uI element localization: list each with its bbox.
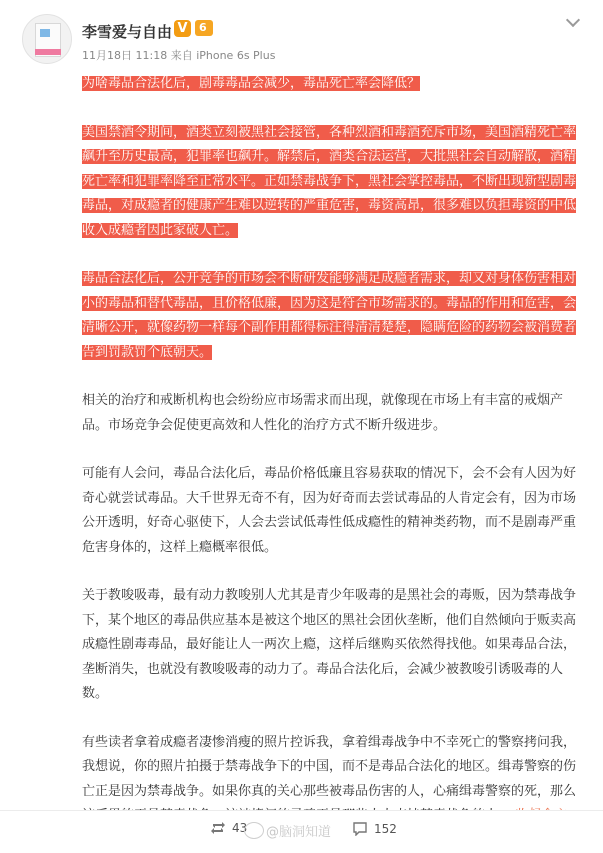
paragraph-curiosity: 可能有人会问，毒品合法化后，毒品价格低廉且容易获取的情况下，会不会有人因为好奇心就尝试毒品。大千世界无奇不有，因为好奇而去尝试毒品的人肯定会有，因为市场公开透明，好奇心驱使下，人会去尝试低毒性低成瘾性的精神类药物，而不是剧毒严重危害身体的，这样上瘾概率很低。 xyxy=(82,462,578,560)
repost-button[interactable] xyxy=(210,821,247,835)
weibo-logo-icon xyxy=(244,822,264,839)
vip-level-icon: 6 xyxy=(195,20,215,37)
highlighted-paragraph-prohibition: 美国禁酒令期间，酒类立刻被黑社会接管，各种烈酒和毒酒充斥市场，美国酒精死亡率飙升至历史最高，犯罪率也飙升。解禁后，酒类合法运营，大批黑社会自动解散，酒精死亡率和犯罪率降至正常水平。正如禁毒战争下，黑社会掌控毒品，不断出现新型剧毒毒品，对成瘾者的健康产生难以逆转的严重危害，毒资高昂，很多难以负担毒资的中低收入成瘾者因此家破人亡。 xyxy=(82,121,578,244)
comment-button[interactable] xyxy=(352,821,397,836)
username[interactable]: 李雪爱与自由 xyxy=(82,21,172,42)
highlighted-paragraph-legalization: 毒品合法化后，公开竞争的市场会不断研发能够满足成瘾者需求，却又对身体伤害相对小的毒品和替代毒品，且价格低廉，因为这是符合市场需求的。毒品的作用和危害，会清晰公开，就像药物一样每个副作用都得标注得清清楚楚，隐瞒危险的药物会被消费者告到罚款罚个底朝天。 xyxy=(82,267,578,365)
paragraph-inducement: 关于教唆吸毒，最有动力教唆别人尤其是青少年吸毒的是黑社会的毒贩，因为禁毒战争下，某个地区的毒品供应基本是被这个地区的黑社会团伙垄断，他们自然倾向于贩卖高成瘾性剧毒毒品，最好能让人一两次上瘾，这样后继购买依然得找他。如果毒品合法，垄断消失，也就没有教唆吸毒的动力了。毒品合法化后，会减少被教唆引诱吸毒的人数。 xyxy=(82,584,578,707)
post-date: 11月18日 xyxy=(82,49,132,62)
more-options-chevron-icon[interactable] xyxy=(566,18,580,28)
post-header xyxy=(0,0,603,70)
verified-badge-icon: V xyxy=(174,20,191,37)
highlighted-question: 为啥毒品合法化后，剧毒毒品会减少，毒品死亡率会降低？ xyxy=(82,72,578,97)
repost-icon xyxy=(210,821,226,835)
post-meta xyxy=(82,47,275,63)
comment-icon xyxy=(352,821,368,836)
post-source: 来自 iPhone 6s Plus xyxy=(171,49,276,62)
watermark: @脑洞知道 xyxy=(266,821,331,840)
paragraph-final-text: 有些读者拿着成瘾者凄惨消瘦的照片控诉我，拿着缉毒战争中不幸死亡的警察拷问我，我想说，你的照片拍摄于禁毒战争下的中国，而不是毒品合法化的地区。缉毒警察的伤亡正是因为禁毒战争。如果你真的关心那些被毒品伤害的人，心痛缉毒警察的死，那么 xyxy=(82,735,576,824)
post-body xyxy=(82,72,578,853)
comment-count: 152 xyxy=(374,822,397,836)
action-bar xyxy=(0,810,603,852)
avatar[interactable] xyxy=(22,14,72,64)
repost-count: 43 xyxy=(232,821,247,835)
paragraph-treatment: 相关的治疗和戒断机构也会纷纷应市场需求而出现，就像现在市场上有丰富的戒烟产品。市场竞争会促使更高效和人性化的治疗方式不断升级进步。 xyxy=(82,389,578,438)
post-time: 11:18 xyxy=(136,49,168,62)
